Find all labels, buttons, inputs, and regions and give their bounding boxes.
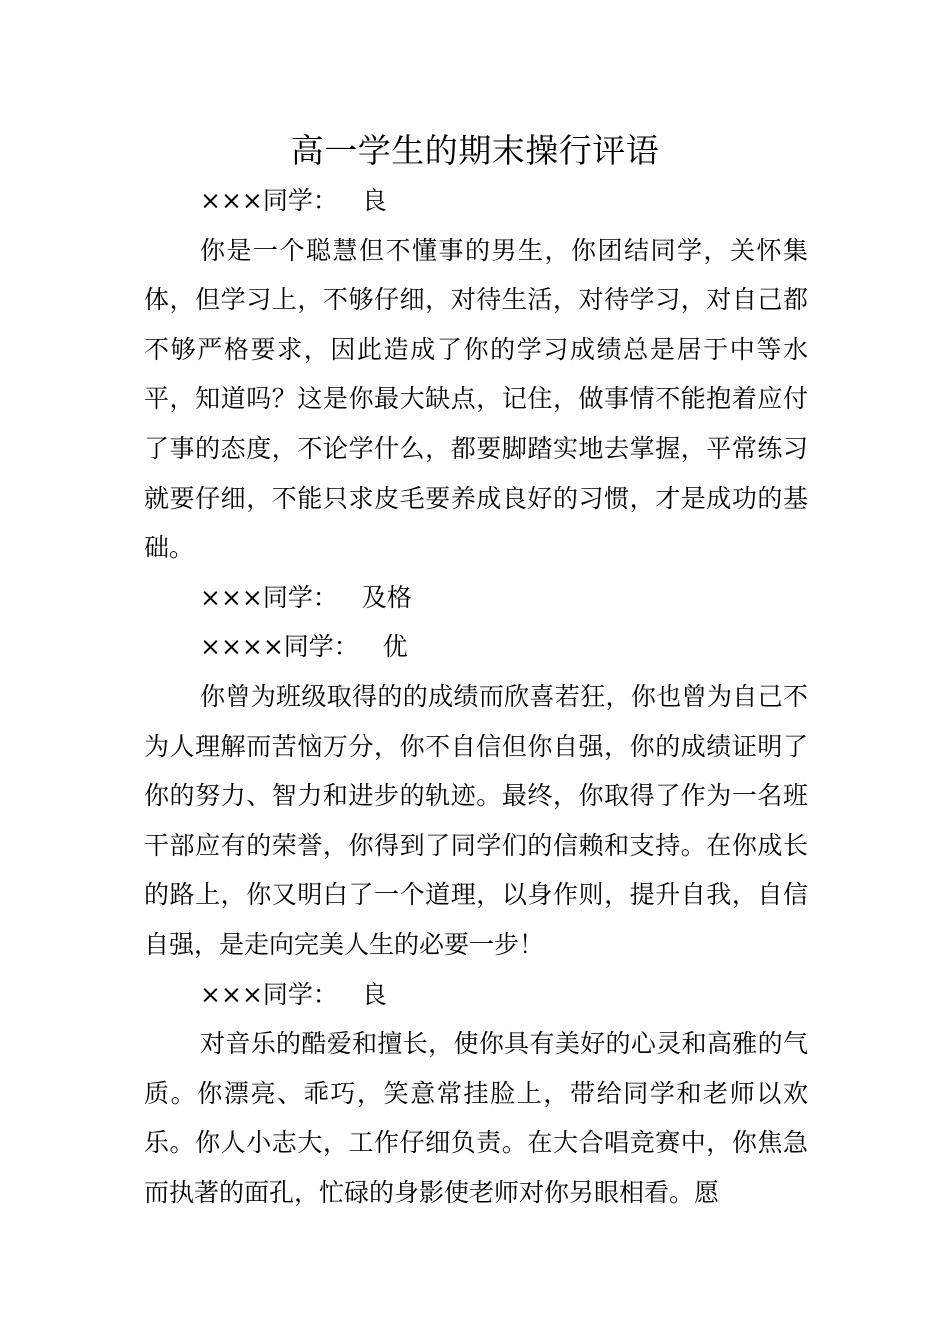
document-body	[144, 176, 808, 1217]
comment-paragraph: 对音乐的酷爱和擅长，使你具有美好的心灵和高雅的气质。你漂亮、乖巧，笑意常挂脸上，带给同学和老师以欢乐。你人小志大，工作仔细负责。在大合唱竞赛中，你焦急而执著的面孔，忙碌的身影使老师对你另眼相看。愿	[144, 1029, 808, 1207]
student-name: ××××同学：	[200, 632, 359, 662]
student-grade: 优	[382, 632, 408, 662]
document-title: 高一学生的期末操行评语	[290, 131, 660, 170]
student-grade: 良	[361, 979, 387, 1009]
student-name: ×××同学：	[200, 582, 338, 612]
comment-paragraph: 你是一个聪慧但不懂事的男生，你团结同学，关怀集体，但学习上，不够仔细，对待生活，对待学习，对自己都不够严格要求，因此造成了你的学习成绩总是居于中等水平，知道吗？这是你最大缺点，记住，做事情不能抱着应付了事的态度，不论学什么，都要脚踏实地去掌握，平常练习就要仔细，不能只求皮毛要养成良好的习惯，才是成功的基础。	[144, 235, 808, 563]
student-line	[144, 970, 808, 1020]
student-line	[144, 176, 808, 226]
comment-paragraph: 你曾为班级取得的的成绩而欣喜若狂，你也曾为自己不为人理解而苦恼万分，你不自信但你自强，你的成绩证明了你的努力、智力和进步的轨迹。最终，你取得了作为一名班干部应有的荣誉，你得到了同学们的信赖和支持。在你成长的路上，你又明白了一个道理，以身作则，提升自我，自信自强，是走向完美人生的必要一步！	[144, 681, 808, 959]
student-name: ×××同学：	[200, 186, 338, 215]
student-grade: 及格	[361, 582, 412, 612]
student-line	[144, 622, 808, 672]
student-name: ×××同学：	[200, 979, 338, 1009]
student-grade: 良	[361, 186, 387, 215]
student-line	[144, 573, 808, 623]
